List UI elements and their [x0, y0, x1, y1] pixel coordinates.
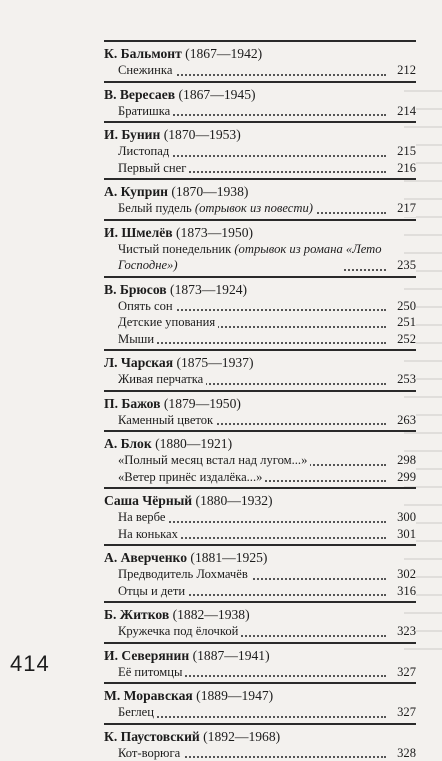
entry-title: Опять сон [118, 299, 173, 313]
entry-title: Живая перчатка [118, 372, 203, 386]
entry-label [118, 144, 172, 158]
entry-label [118, 510, 168, 524]
author-name: Б. Житков [104, 607, 169, 622]
entry-title: «Полный месяц встал над лугом...» [118, 453, 307, 467]
entry-label [118, 201, 316, 215]
author-name: А. Блок [104, 436, 152, 451]
entry-label [118, 63, 175, 77]
entry-page: 215 [386, 143, 416, 160]
entry-title: На вербе [118, 510, 165, 524]
entry-page: 217 [386, 200, 416, 217]
page-number: 414 [10, 651, 50, 677]
author-name: Саша Чёрный [104, 493, 192, 508]
entry-page: 253 [386, 371, 416, 388]
entry-page: 250 [386, 298, 416, 315]
entry-label [118, 372, 206, 386]
author-dates: (1867—1945) [179, 87, 256, 102]
section-divider [104, 390, 416, 392]
author-dates: (1875—1937) [176, 355, 253, 370]
section-divider [104, 430, 416, 432]
toc-entry[interactable] [104, 103, 416, 120]
entry-page: 212 [386, 62, 416, 79]
entry-page: 316 [386, 583, 416, 600]
toc-entry[interactable] [104, 314, 416, 331]
entry-page: 298 [386, 452, 416, 469]
entry-title: Снежинка [118, 63, 172, 77]
author-heading [104, 606, 416, 623]
entry-label [118, 584, 188, 598]
toc-entry[interactable] [104, 200, 416, 217]
toc-entry[interactable] [104, 452, 416, 469]
entry-label [118, 567, 251, 581]
author-dates: (1889—1947) [196, 688, 273, 703]
section-divider [104, 642, 416, 644]
toc-entry[interactable] [104, 623, 416, 640]
section-divider [104, 81, 416, 83]
author-heading [104, 126, 416, 143]
section-divider [104, 723, 416, 725]
author-dates: (1892—1968) [203, 729, 280, 744]
toc-entry[interactable] [104, 143, 416, 160]
entry-label [118, 413, 216, 427]
section-divider [104, 276, 416, 278]
author-heading [104, 395, 416, 412]
entry-title: Мыши [118, 332, 154, 346]
entry-title: Детские упования [118, 315, 215, 329]
entry-note: (отрывок из романа «Лето Господне») [118, 242, 382, 273]
entry-page: 328 [386, 745, 416, 761]
entry-page: 263 [386, 412, 416, 429]
entry-title: Кот-ворюга [118, 746, 180, 760]
dot-leader [118, 342, 386, 344]
entry-label [118, 453, 310, 467]
author-name: П. Бажов [104, 396, 160, 411]
toc-entry[interactable] [104, 412, 416, 429]
author-dates: (1873—1950) [176, 225, 253, 240]
author-dates: (1880—1932) [196, 493, 273, 508]
author-heading [104, 549, 416, 566]
author-name: И. Бунин [104, 127, 160, 142]
author-name: М. Моравская [104, 688, 193, 703]
entry-label [118, 161, 189, 175]
entry-label [118, 527, 181, 541]
entry-label [118, 299, 176, 313]
author-name: А. Куприн [104, 184, 168, 199]
toc-entry[interactable] [104, 526, 416, 543]
author-name: В. Брюсов [104, 282, 167, 297]
entry-page: 327 [386, 704, 416, 721]
entry-label [118, 315, 218, 329]
entry-title: «Ветер принёс издалёка...» [118, 470, 262, 484]
section-divider [104, 349, 416, 351]
toc-entry[interactable] [104, 331, 416, 348]
toc-entry[interactable] [104, 160, 416, 177]
entry-page: 252 [386, 331, 416, 348]
author-dates: (1879—1950) [164, 396, 241, 411]
author-name: И. Северянин [104, 648, 189, 663]
entry-label [118, 332, 157, 346]
entry-page: 301 [386, 526, 416, 543]
entry-label [118, 241, 389, 274]
author-name: И. Шмелёв [104, 225, 173, 240]
author-heading [104, 86, 416, 103]
toc-entry[interactable] [104, 583, 416, 600]
author-name: В. Вересаев [104, 87, 175, 102]
toc-entry[interactable] [104, 469, 416, 486]
toc-entry[interactable] [104, 241, 416, 274]
toc-entry[interactable] [104, 664, 416, 681]
section-divider [104, 178, 416, 180]
entry-page: 300 [386, 509, 416, 526]
table-of-contents [104, 38, 416, 761]
toc-entry[interactable] [104, 62, 416, 79]
entry-title: На коньках [118, 527, 178, 541]
toc-entry[interactable] [104, 509, 416, 526]
entry-title: Её питомцы [118, 665, 182, 679]
entry-page: 214 [386, 103, 416, 120]
author-name: К. Бальмонт [104, 46, 182, 61]
author-heading [104, 45, 416, 62]
section-divider [104, 40, 416, 42]
author-name: Л. Чарская [104, 355, 173, 370]
author-heading [104, 183, 416, 200]
toc-entry[interactable] [104, 566, 416, 583]
entry-note: (отрывок из повести) [195, 201, 313, 215]
entry-title: Беглец [118, 705, 154, 719]
author-heading [104, 354, 416, 371]
entry-title: Листопад [118, 144, 169, 158]
author-heading [104, 728, 416, 745]
author-dates: (1870—1953) [164, 127, 241, 142]
author-name: А. Аверченко [104, 550, 187, 565]
entry-label [118, 705, 157, 719]
section-divider [104, 544, 416, 546]
author-heading [104, 224, 416, 241]
author-heading [104, 687, 416, 704]
entry-title: Каменный цветок [118, 413, 213, 427]
section-divider [104, 487, 416, 489]
author-dates: (1881—1925) [190, 550, 267, 565]
toc-entry[interactable] [104, 371, 416, 388]
entry-page: 216 [386, 160, 416, 177]
entry-page: 299 [386, 469, 416, 486]
entry-title: Кружечка под ёлочкой [118, 624, 238, 638]
entry-title: Предводитель Лохмачёв [118, 567, 248, 581]
entry-page: 327 [386, 664, 416, 681]
entry-label [118, 665, 185, 679]
entry-page: 235 [386, 257, 416, 274]
entry-label [118, 624, 241, 638]
entry-title: Братишка [118, 104, 170, 118]
dot-leader [118, 716, 386, 718]
toc-entry[interactable] [104, 298, 416, 315]
section-divider [104, 601, 416, 603]
section-divider [104, 219, 416, 221]
entry-page: 302 [386, 566, 416, 583]
entry-label [118, 746, 183, 760]
author-name: К. Паустовский [104, 729, 200, 744]
entry-label [118, 104, 173, 118]
entry-title: Белый пудель [118, 201, 192, 215]
entry-label [118, 470, 265, 484]
entry-title: Отцы и дети [118, 584, 185, 598]
toc-entry[interactable] [104, 745, 416, 761]
toc-entry[interactable] [104, 704, 416, 721]
author-dates: (1867—1942) [185, 46, 262, 61]
author-heading [104, 647, 416, 664]
author-heading [104, 435, 416, 452]
entry-title: Первый снег [118, 161, 186, 175]
author-dates: (1882—1938) [173, 607, 250, 622]
author-dates: (1880—1921) [155, 436, 232, 451]
author-dates: (1887—1941) [193, 648, 270, 663]
author-dates: (1870—1938) [171, 184, 248, 199]
entry-page: 323 [386, 623, 416, 640]
author-heading [104, 492, 416, 509]
section-divider [104, 121, 416, 123]
entry-title: Чистый понедельник [118, 242, 231, 256]
author-heading [104, 281, 416, 298]
entry-page: 251 [386, 314, 416, 331]
section-divider [104, 682, 416, 684]
author-dates: (1873—1924) [170, 282, 247, 297]
